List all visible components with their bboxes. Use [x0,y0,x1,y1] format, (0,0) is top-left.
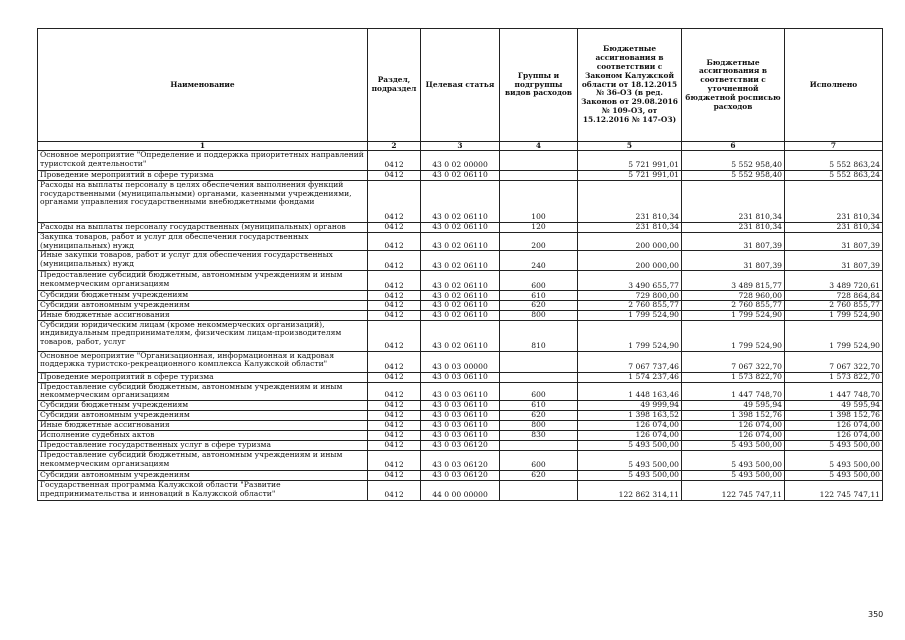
table-row [38,450,883,470]
row-refined-amount: 231 810,34 [682,181,785,223]
row-expense-group: 610 [500,400,578,410]
row-executed-amount: 5 552 863,24 [785,171,883,181]
row-executed-amount: 5 552 863,24 [785,151,883,171]
row-target-article: 43 0 02 06110 [421,320,500,351]
budget-table [37,28,883,501]
row-target-article: 43 0 03 00000 [421,351,500,372]
row-target-article: 43 0 03 06110 [421,400,500,410]
row-expense-group: 800 [500,420,578,430]
row-budget-amount: 2 760 855,77 [578,301,682,311]
row-refined-amount: 49 595,94 [682,400,785,410]
table-row [38,430,883,440]
row-budget-amount: 5 493 500,00 [578,470,682,480]
row-section: 0412 [368,271,421,291]
row-name: Проведение мероприятий в сфере туризма [38,171,368,181]
row-budget-amount: 729 800,00 [578,291,682,301]
table-row [38,480,883,500]
row-executed-amount: 7 067 322,70 [785,351,883,372]
row-budget-amount: 200 000,00 [578,251,682,271]
row-section: 0412 [368,181,421,223]
column-number: 6 [682,142,785,151]
row-target-article: 43 0 03 06110 [421,410,500,420]
row-name: Субсидии юридическим лицам (кроме некоммерческих организаций), индивидуальным предпринимателям, физическим лицам-производителям товаров, работ, услуг [38,320,368,351]
row-executed-amount: 1 799 524,90 [785,320,883,351]
row-refined-amount: 126 074,00 [682,420,785,430]
table-row [38,171,883,181]
row-target-article: 44 0 00 00000 [421,480,500,500]
row-executed-amount: 31 807,39 [785,233,883,251]
row-executed-amount: 31 807,39 [785,251,883,271]
row-budget-amount: 5 493 500,00 [578,450,682,470]
row-name: Исполнение судебных актов [38,430,368,440]
row-name: Субсидии автономным учреждениям [38,470,368,480]
row-refined-amount: 1 447 748,70 [682,382,785,400]
row-section: 0412 [368,480,421,500]
row-refined-amount: 1 398 152,76 [682,410,785,420]
row-executed-amount: 3 489 720,61 [785,271,883,291]
row-section: 0412 [368,351,421,372]
row-section: 0412 [368,310,421,320]
column-number: 1 [38,142,368,151]
row-name: Основное мероприятие "Определение и поддержка приоритетных направлений туристской деятельности" [38,151,368,171]
column-number-row [38,142,883,151]
column-number: 3 [421,142,500,151]
row-name: Иные бюджетные ассигнования [38,310,368,320]
row-section: 0412 [368,400,421,410]
row-refined-amount: 31 807,39 [682,233,785,251]
row-name: Закупка товаров, работ и услуг для обеспечения государственных (муниципальных) нужд [38,233,368,251]
row-budget-amount: 126 074,00 [578,420,682,430]
row-target-article: 43 0 03 06120 [421,470,500,480]
row-refined-amount: 3 489 815,77 [682,271,785,291]
header-executed: Исполнено [785,29,883,142]
row-executed-amount: 126 074,00 [785,430,883,440]
row-section: 0412 [368,420,421,430]
row-section: 0412 [368,151,421,171]
row-expense-group: 800 [500,310,578,320]
row-refined-amount: 5 552 958,40 [682,171,785,181]
row-executed-amount: 5 493 500,00 [785,440,883,450]
row-expense-group: 120 [500,223,578,233]
row-refined-amount: 728 960,00 [682,291,785,301]
row-target-article: 43 0 02 06110 [421,171,500,181]
header-refined: Бюджетные ассигнования в соответствии с уточненной бюджетной росписью расходов [682,29,785,142]
header-section: Раздел, подраздел [368,29,421,142]
row-refined-amount: 1 799 524,90 [682,310,785,320]
row-expense-group [500,171,578,181]
row-expense-group: 620 [500,410,578,420]
row-expense-group: 810 [500,320,578,351]
row-executed-amount: 1 447 748,70 [785,382,883,400]
row-name: Субсидии автономным учреждениям [38,410,368,420]
row-refined-amount: 2 760 855,77 [682,301,785,311]
row-target-article: 43 0 03 06110 [421,430,500,440]
row-name: Предоставление субсидий бюджетным, автономным учреждениям и иным некоммерческим организациям [38,271,368,291]
row-target-article: 43 0 02 06110 [421,181,500,223]
row-budget-amount: 5 493 500,00 [578,440,682,450]
row-expense-group: 600 [500,271,578,291]
row-name: Субсидии бюджетным учреждениям [38,291,368,301]
row-expense-group [500,440,578,450]
row-name: Иные закупки товаров, работ и услуг для обеспечения государственных (муниципальных) нужд [38,251,368,271]
row-section: 0412 [368,410,421,420]
row-budget-amount: 126 074,00 [578,430,682,440]
row-budget-amount: 1 574 237,46 [578,372,682,382]
row-section: 0412 [368,291,421,301]
row-section: 0412 [368,372,421,382]
row-section: 0412 [368,320,421,351]
row-name: Проведение мероприятий в сфере туризма [38,372,368,382]
row-refined-amount: 5 493 500,00 [682,470,785,480]
table-row [38,310,883,320]
row-executed-amount: 1 799 524,90 [785,310,883,320]
header-row [38,29,883,142]
row-target-article: 43 0 02 06110 [421,310,500,320]
row-budget-amount: 5 721 991,01 [578,151,682,171]
table-row [38,233,883,251]
table-row [38,382,883,400]
row-name: Субсидии автономным учреждениям [38,301,368,311]
table-row [38,420,883,430]
table-row [38,320,883,351]
row-budget-amount: 5 721 991,01 [578,171,682,181]
row-executed-amount: 5 493 500,00 [785,450,883,470]
row-section: 0412 [368,430,421,440]
row-executed-amount: 122 745 747,11 [785,480,883,500]
row-name: Предоставление субсидий бюджетным, автономным учреждениям и иным некоммерческим организациям [38,450,368,470]
row-section: 0412 [368,440,421,450]
table-row [38,223,883,233]
row-section: 0412 [368,223,421,233]
header-target: Целевая статья [421,29,500,142]
row-refined-amount: 5 493 500,00 [682,440,785,450]
row-executed-amount: 728 864,84 [785,291,883,301]
row-section: 0412 [368,171,421,181]
row-refined-amount: 1 573 822,70 [682,372,785,382]
row-budget-amount: 3 490 655,77 [578,271,682,291]
page-number: 350 [868,610,884,619]
row-section: 0412 [368,301,421,311]
row-target-article: 43 0 02 06110 [421,223,500,233]
table-row [38,400,883,410]
row-expense-group [500,480,578,500]
row-refined-amount: 7 067 322,70 [682,351,785,372]
row-expense-group: 620 [500,301,578,311]
row-budget-amount: 7 067 737,46 [578,351,682,372]
row-executed-amount: 1 573 822,70 [785,372,883,382]
row-section: 0412 [368,470,421,480]
row-refined-amount: 122 745 747,11 [682,480,785,500]
table-row [38,251,883,271]
row-expense-group [500,351,578,372]
row-target-article: 43 0 03 06110 [421,372,500,382]
row-refined-amount: 5 493 500,00 [682,450,785,470]
row-budget-amount: 1 799 524,90 [578,310,682,320]
row-target-article: 43 0 02 06110 [421,301,500,311]
row-expense-group: 620 [500,470,578,480]
row-section: 0412 [368,382,421,400]
row-target-article: 43 0 02 00000 [421,151,500,171]
row-name: Расходы на выплаты персоналу государственных (муниципальных) органов [38,223,368,233]
header-budget: Бюджетные ассигнования в соответствии с Законом Калужской области от 18.12.2015 № 36-ОЗ (в ред. Законов от 29.08.2016 № 109-ОЗ, от 15.12.2016 № 147-ОЗ) [578,29,682,142]
column-number: 4 [500,142,578,151]
row-name: Предоставление субсидий бюджетным, автономным учреждениям и иным некоммерческим организациям [38,382,368,400]
row-expense-group: 200 [500,233,578,251]
table-row [38,151,883,171]
table-row [38,470,883,480]
row-budget-amount: 200 000,00 [578,233,682,251]
row-name: Иные бюджетные ассигнования [38,420,368,430]
table-row [38,181,883,223]
column-number: 2 [368,142,421,151]
row-budget-amount: 1 448 163,46 [578,382,682,400]
row-executed-amount: 49 595,94 [785,400,883,410]
column-number: 5 [578,142,682,151]
row-refined-amount: 31 807,39 [682,251,785,271]
row-refined-amount: 5 552 958,40 [682,151,785,171]
row-target-article: 43 0 02 06110 [421,251,500,271]
table-row [38,301,883,311]
row-name: Основное мероприятие "Организационная, информационная и кадровая поддержка туристско-рекреационного комплекса Калужской области" [38,351,368,372]
row-budget-amount: 231 810,34 [578,223,682,233]
row-expense-group: 610 [500,291,578,301]
row-expense-group: 830 [500,430,578,440]
row-name: Расходы на выплаты персоналу в целях обеспечения выполнения функций государственными (муниципальными) органами, казенными учреждениями, органами управления государственными внебюджетными фондами [38,181,368,223]
header-name: Наименование [38,29,368,142]
table-row [38,291,883,301]
row-executed-amount: 126 074,00 [785,420,883,430]
row-expense-group: 600 [500,382,578,400]
column-number: 7 [785,142,883,151]
table-row [38,440,883,450]
table-row [38,372,883,382]
row-expense-group [500,151,578,171]
row-refined-amount: 231 810,34 [682,223,785,233]
row-executed-amount: 2 760 855,77 [785,301,883,311]
table-row [38,271,883,291]
row-section: 0412 [368,233,421,251]
row-expense-group: 100 [500,181,578,223]
row-executed-amount: 231 810,34 [785,223,883,233]
row-section: 0412 [368,251,421,271]
row-budget-amount: 1 398 163,52 [578,410,682,420]
row-target-article: 43 0 02 06110 [421,271,500,291]
header-group: Группы и подгруппы видов расходов [500,29,578,142]
row-name: Предоставление государственных услуг в сфере туризма [38,440,368,450]
row-expense-group: 600 [500,450,578,470]
row-name: Субсидии бюджетным учреждениям [38,400,368,410]
table-row [38,351,883,372]
row-refined-amount: 1 799 524,90 [682,320,785,351]
row-target-article: 43 0 03 06110 [421,420,500,430]
row-budget-amount: 49 999,94 [578,400,682,410]
row-target-article: 43 0 02 06110 [421,291,500,301]
row-target-article: 43 0 03 06120 [421,450,500,470]
row-budget-amount: 231 810,34 [578,181,682,223]
row-budget-amount: 122 862 314,11 [578,480,682,500]
row-section: 0412 [368,450,421,470]
row-target-article: 43 0 03 06120 [421,440,500,450]
row-expense-group [500,372,578,382]
row-target-article: 43 0 03 06110 [421,382,500,400]
row-target-article: 43 0 02 06110 [421,233,500,251]
row-executed-amount: 5 493 500,00 [785,470,883,480]
row-executed-amount: 231 810,34 [785,181,883,223]
row-expense-group: 240 [500,251,578,271]
table-row [38,410,883,420]
row-refined-amount: 126 074,00 [682,430,785,440]
row-budget-amount: 1 799 524,90 [578,320,682,351]
row-executed-amount: 1 398 152,76 [785,410,883,420]
row-name: Государственная программа Калужской области "Развитие предпринимательства и инноваций в Калужской области" [38,480,368,500]
